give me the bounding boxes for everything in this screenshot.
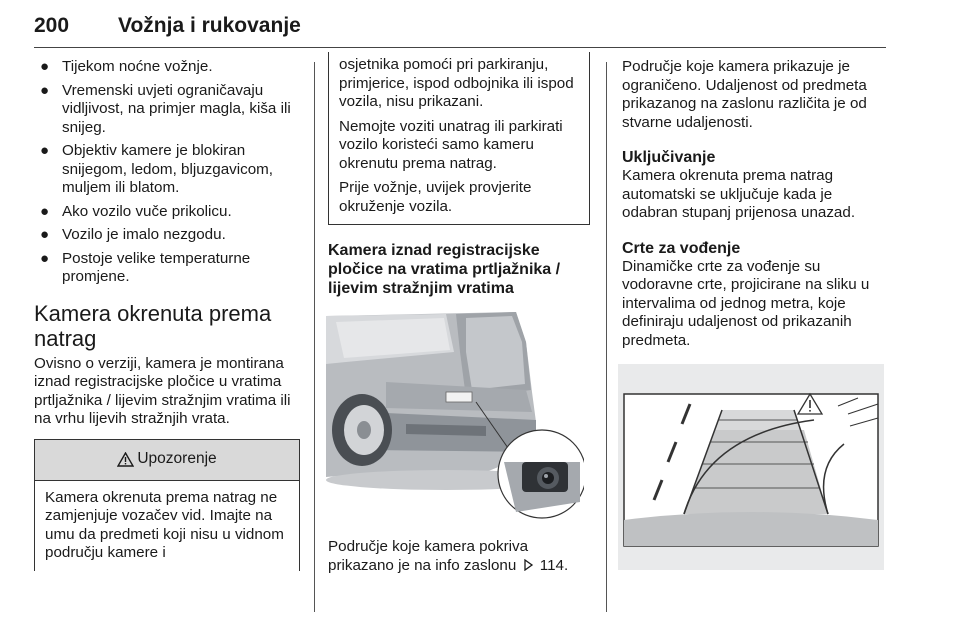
warning-text: Kamera okrenuta prema natrag ne zamjenjuje vozačev vid. Imajte na umu da predmeti koji nisu u vidnom području kamere i bbox=[45, 488, 284, 561]
list-item: ● Objektiv kamere je blokiran snijegom, ledom, bljuzgavicom, muljem ili blatom. bbox=[40, 142, 274, 196]
column-right bbox=[622, 58, 890, 570]
guide-lines-text: Dinamičke crte za vođenje su vodoravne crte, projicirane na sliku u intervalima od jednog metra, koje definiraju udaljenost od prikazanih predmeta. bbox=[622, 257, 870, 349]
page-header bbox=[34, 4, 886, 48]
column-divider-2 bbox=[606, 62, 607, 612]
rear-camera-intro: Ovisno o verziji, kamera je montirana iznad registracijske pločice u vratima prtljažnika / lijevim stražnjim vratima ili na vrhu lijevih stražnjih vrata. bbox=[34, 354, 291, 427]
list-item: ● Vozilo je imalo nezgodu. bbox=[40, 226, 226, 243]
reference-arrow-icon bbox=[523, 559, 534, 571]
page-number: 200 bbox=[34, 14, 70, 37]
column-divider-1 bbox=[314, 62, 315, 612]
chapter-title: Vožnja i rukovanje bbox=[118, 14, 301, 37]
vehicle-camera-illustration bbox=[326, 312, 584, 520]
subheading-guide-lines: Crte za vođenje bbox=[622, 239, 741, 257]
column-left bbox=[34, 58, 300, 571]
list-item: ● Tijekom noćne vožnje. bbox=[40, 58, 213, 75]
warning-text: Prije vožnje, uvijek provjerite okruženje vozila. bbox=[339, 179, 532, 215]
warning-box-continued bbox=[328, 52, 590, 225]
list-item: ● Postoje velike temperaturne promjene. bbox=[40, 249, 251, 285]
list-item: ● Vremenski uvjeti ograničavaju vidljivost, na primjer magla, kiša ili snijeg. bbox=[40, 81, 291, 136]
warning-label: Upozorenje bbox=[137, 450, 217, 468]
subheading-activation: Uključivanje bbox=[622, 149, 716, 166]
warning-text: Nemojte voziti unatrag ili parkirati vozilo koristeći samo kameru okrenutu prema natrag. bbox=[339, 117, 563, 172]
column-middle bbox=[328, 58, 590, 581]
section-heading-rear-camera: Kamera okrenuta prema natrag bbox=[34, 300, 272, 351]
camera-range-text: Područje koje kamera prikazuje je ograničeno. Udaljenost od predmeta prikazanog na zaslonu različita je od stvarne udaljenosti. bbox=[622, 58, 867, 131]
warning-triangle-icon bbox=[117, 452, 134, 467]
section-heading-plate-camera: Kamera iznad registracijske pločice na vratima prtljažnika / lijevim stražnjim vratima bbox=[328, 242, 561, 297]
warning-box bbox=[34, 439, 300, 571]
warning-text: osjetnika pomoći pri parkiranju, primjerice, ispod odbojnika ili ispod vozila, nisu prikazani. bbox=[339, 56, 574, 110]
camera-coverage-caption: Područje koje kamera pokriva prikazano je na info zaslonu 114. bbox=[328, 538, 569, 574]
activation-text: Kamera okrenuta prema natrag automatski se uključuje kada je odabran stupanj prijenosa unazad. bbox=[622, 167, 856, 221]
list-item: ● Ako vozilo vuče prikolicu. bbox=[40, 202, 232, 220]
condition-list bbox=[34, 58, 300, 287]
camera-display-illustration bbox=[618, 364, 884, 570]
warning-header bbox=[35, 439, 299, 481]
